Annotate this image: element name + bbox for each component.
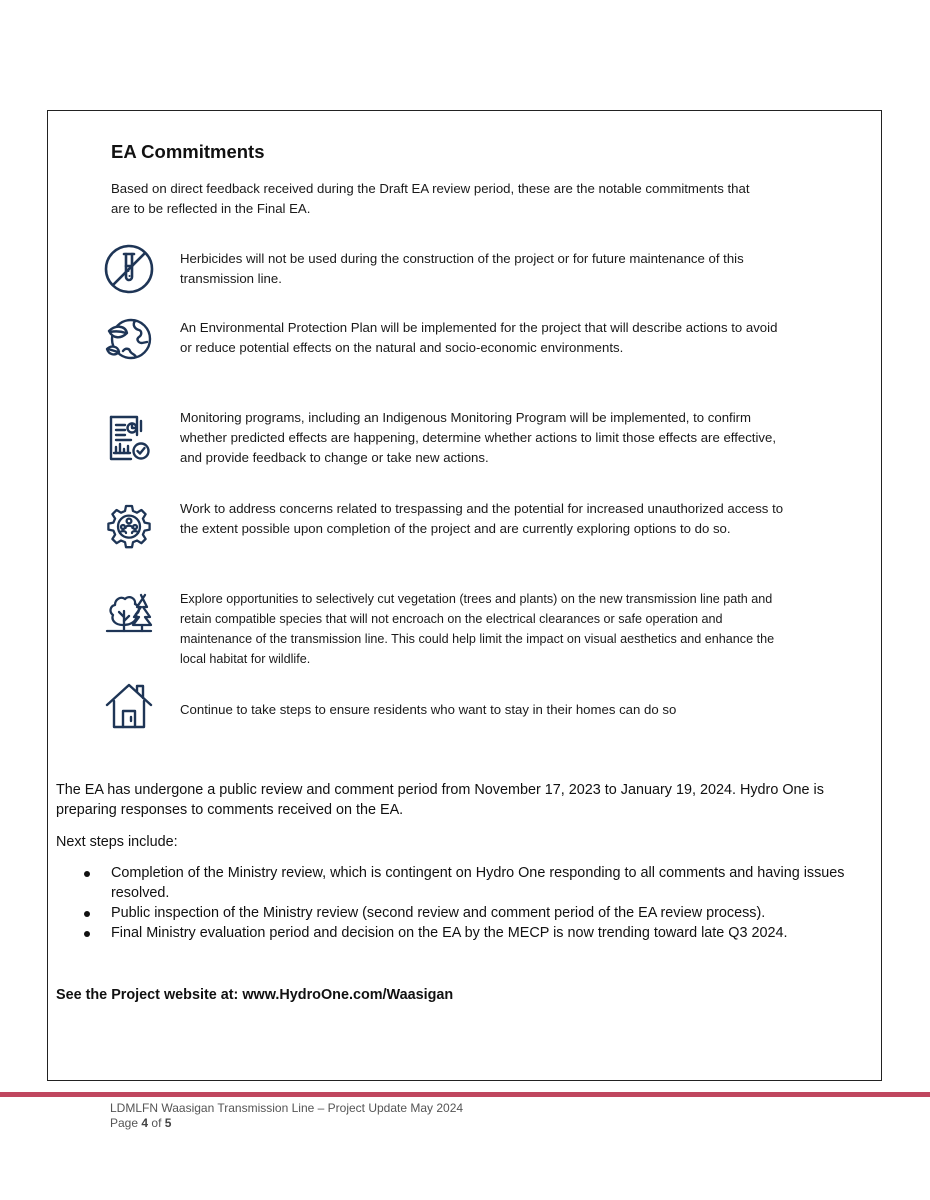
bullet-icon: [84, 931, 90, 937]
globe-leaf-icon: [101, 311, 157, 367]
commitment-text: Herbicides will not be used during the construction of the project or for future maintenance of this transmission line.: [180, 251, 744, 286]
next-steps-heading: Next steps include:: [56, 834, 178, 850]
commitment-text: An Environmental Protection Plan will be implemented for the project that will describe actions to avoid or reduce potential effects on the natural and socio-economic environments.: [180, 320, 778, 355]
bullet-icon: [84, 911, 90, 917]
house-icon: [101, 677, 157, 733]
commitment-text: Continue to take steps to ensure residents who want to stay in their homes can do so: [180, 702, 677, 717]
commitment-text: Monitoring programs, including an Indigenous Monitoring Program will be implemented, to confirm whether predicted effects are happening, determine whether actions to limit those effects are effective, and provide feedback to change or take new actions.: [180, 410, 776, 465]
footer-rule: [0, 1092, 930, 1097]
next-step-text: Completion of the Ministry review, which is contingent on Hydro One responding to all comments and having issues resolved.: [111, 865, 845, 901]
next-steps-list: [56, 863, 871, 943]
section-title: EA Commitments: [111, 141, 265, 162]
trees-icon: [101, 583, 157, 639]
commitment-text: Work to address concerns related to trespassing and the potential for increased unauthorized access to the extent possible upon completion of the project and are currently exploring options to do so.: [180, 501, 784, 536]
no-herbicide-icon: [101, 241, 157, 297]
list-item: [56, 863, 871, 903]
section-intro: Based on direct feedback received during the Draft EA review period, these are the notable commitments that are to be reflected in the Final EA.: [111, 181, 750, 216]
page-footer: [110, 1101, 463, 1131]
next-step-text: Public inspection of the Ministry review (second review and comment period of the EA review process).: [111, 905, 766, 921]
review-paragraph: The EA has undergone a public review and comment period from November 17, 2023 to January 19, 2024. Hydro One is preparing responses to comments received on the EA.: [56, 782, 824, 818]
list-item: [56, 903, 871, 923]
monitoring-report-icon: [101, 409, 157, 465]
page-label: Page: [110, 1116, 139, 1130]
next-step-text: Final Ministry evaluation period and decision on the EA by the MECP is now trending toward late Q3 2024.: [111, 925, 788, 941]
website-line: See the Project website at: www.HydroOne.com/Waasigan: [56, 987, 454, 1003]
commitment-text: Explore opportunities to selectively cut vegetation (trees and plants) on the new transmission line path and retain compatible species that will not encroach on the electrical clearances or safe operation and maintenance of the transmission line. This could help limit the impact on visual aesthetics and enhance the local habitat for wildlife.: [180, 592, 775, 666]
list-item: [56, 923, 871, 943]
page-total: 5: [164, 1116, 172, 1130]
bullet-icon: [84, 871, 90, 877]
page-number: [110, 1116, 463, 1131]
page-of: of: [151, 1116, 162, 1130]
community-gear-icon: [101, 500, 157, 556]
footer-title: LDMLFN Waasigan Transmission Line – Project Update May 2024: [110, 1101, 464, 1115]
page-current: 4: [141, 1116, 149, 1130]
